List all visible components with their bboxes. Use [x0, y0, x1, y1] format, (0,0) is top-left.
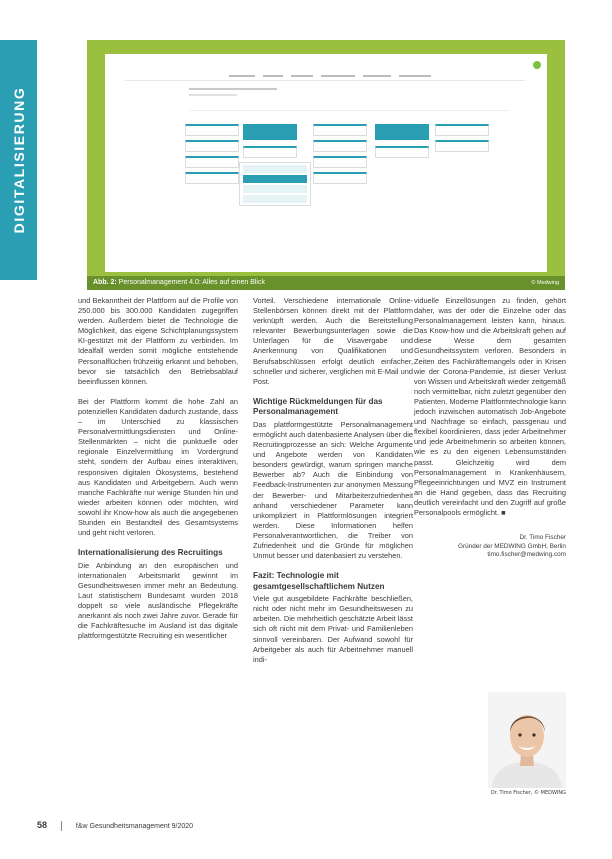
author-photo [488, 692, 566, 788]
page-number: 58 [37, 820, 48, 830]
paragraph: Die Anbindung an den europäischen und internationalen Arbeitsmarkt gewinnt im Gesundheitswesen immer mehr an Bedeutung. Laut statistischem Bundesamt wurden 2018 doppelt so viele ausländische Pflegekräfte anerkannt als noch zwei Jahre zuvor. Gerade für die Fachkräftesuche im Ausland ist das digitale plattformgestützte Recruiting ein wesentlicher [78, 560, 238, 641]
kanban-column [435, 124, 489, 206]
kanban-column [313, 124, 367, 206]
subheading: Internationalisierung des Recruitings [78, 548, 223, 558]
kanban-dropdown [239, 162, 311, 206]
figure-credit: © Medwing [531, 280, 559, 286]
article-column-2 [253, 296, 413, 675]
subheading: Wichtige Rückmeldungen für das Personalmanagement [253, 396, 383, 417]
photo-caption: Dr. Timo Fischer, © MEDWING [490, 790, 566, 796]
author-email: timo.fischer@medwing.com [487, 551, 566, 559]
paragraph: Viele gut ausgebildete Fachkräfte beschließen, nicht oder nicht mehr im Gesundheitswesen zu arbeiten. Die mehrheitlich geschätzte Arbeit lässt sich oft nicht mit dem Privat- und Familienleben sinnvoll vereinbaren. Der Aufwand sowohl für Arbeitgeber als auch für Arbeitnehmer manuell indi- [253, 594, 413, 664]
paragraph: und Bekanntheit der Plattform auf die Profile von 250.000 bis 300.000 Kandidaten zugegriffen werden. Außerdem bietet die Technologie die Möglichkeit, das eigene Schichtplanungssystem KI-gestützt mit der Plattform zu verbinden. Im Idealfall werden somit mögliche entstehende Personalflüchen frühzeitig erkannt und behoben, bevor sie tatsächlich den Betriebsablauf beeinflussen können. [78, 296, 238, 386]
kanban-screenshot-image [105, 54, 547, 272]
footer-divider [61, 821, 62, 831]
paragraph: Vorteil. Verschiedene internationale Online-Stellenbörsen können direkt mit der Plattform verknüpft werden. Auch die Bereitstellung relevanter Bewerbungsunterlagen sowie die Unterlagen für die Visavergabe und Anerkennung von Qualifikationen und Berufsabschlüssen erfolgt deutlich einfacher, schneller und sicherer, verglichen mit E-Mail und Post. [253, 296, 413, 386]
paragraph: viduelle Einzellösungen zu finden, gehört daher, was der oder die Einzelne oder das Personalmanagement leisten kann, hinaus. Das Know-how und die Arbeitskraft gehen auf diese Weise dem gesamten Gesundheitssystem verloren. Besonders in Zeiten des Fachkräftemangels oder in Krisen wie der Corona-Pandemie, ist dieser Verlust von Wissen und Arbeitskraft wieder zeitgemäß noch vermittelbar, nicht zuletzt gegenüber den Patienten. Moderne Plattformtechnologie kann jedoch inzwischen automatisch Job-Angebote und Nachfrage so einfach, passgenau und flexibel koordinieren, dass jeder Arbeitnehmer und jede Arbeitnehmerin so arbeiten können, wie es zu den eigenen Lebensumständen passt. Gleichzeitig wird dem Personalmanagement in Krankenhäusern, Pflegeeinrichtungen und MVZ ein Instrument an die Hand gegeben, dass das Recruiting deutlich vereinfacht und den Zugriff auf große Personalpools ermöglicht. ■ [414, 296, 567, 517]
section-tab [0, 40, 37, 280]
author-name: Dr. Timo Fischer [519, 534, 566, 542]
figure-screenshot [87, 40, 565, 290]
paragraph: Bei der Plattform kommt die hohe Zahl an potenziellen Kandidaten dadurch zustande, dass – im Unterschied zu klassischen Personalvermittlungsdiensten und Online-Stellenmärkten – nicht die punktuelle oder regionale Einzelvermittlung im Vordergrund steht, sondern der Aufbau eines interaktiven, responsiven digitalen Ökosystems, bestehend aus Kandidaten und Arbeitgebern. Auch wenn manche Fachkräfte nur wenige Stunden hin und wieder arbeiten können oder möchten, wird sowohl ihr Know-how als auch die angegebenen Stunden ein Bestandteil des Gesamtsystems und geht nicht verloren. [78, 396, 238, 538]
kanban-column [375, 124, 429, 206]
app-nav-bar [125, 72, 525, 81]
publication-name: f&w Gesundheitsmanagement 9/2020 [75, 823, 194, 830]
figure-caption-label: Abb. 2: [93, 279, 117, 286]
kanban-column [185, 124, 239, 206]
article-column-3 [414, 296, 566, 560]
figure-caption-text: Personalmanagement 4.0: Alles auf einen Blick [116, 279, 265, 286]
figure-caption [87, 276, 565, 290]
subheading: Fazit: Technologie mit gesamtgesellschaftlichem Nutzen [253, 571, 385, 591]
author-role: Gründer der MEDWING GmbH, Berlin [458, 542, 566, 550]
page-footer [37, 820, 193, 831]
status-dot-icon [533, 61, 541, 69]
section-tab-label: DIGITALISIERUNG [10, 86, 27, 234]
article-column-1 [78, 296, 238, 651]
paragraph: Das plattformgestützte Personalmanagement ermöglicht auch datenbasierte Analysen über die Recruitingprozesse an sich: Welche Argumente und Angebote werden von Kandidaten besonders gewürdigt, warum springen manche Bewerber ab? Auch die Einbindung von Feedback-Instrumenten zur anonymen Messung der Bewerber- und Mitarbeiterzufriedenheit anhand verschiedener Parameter kann unkompliziert in Plattformlösungen integriert werden. Diese Informationen helfen Personalverantwortlichen, die Treiber von Zufriedenheit und die Gründe für möglichen Unmut besser und datenbasiert zu verstehen. [253, 419, 413, 561]
